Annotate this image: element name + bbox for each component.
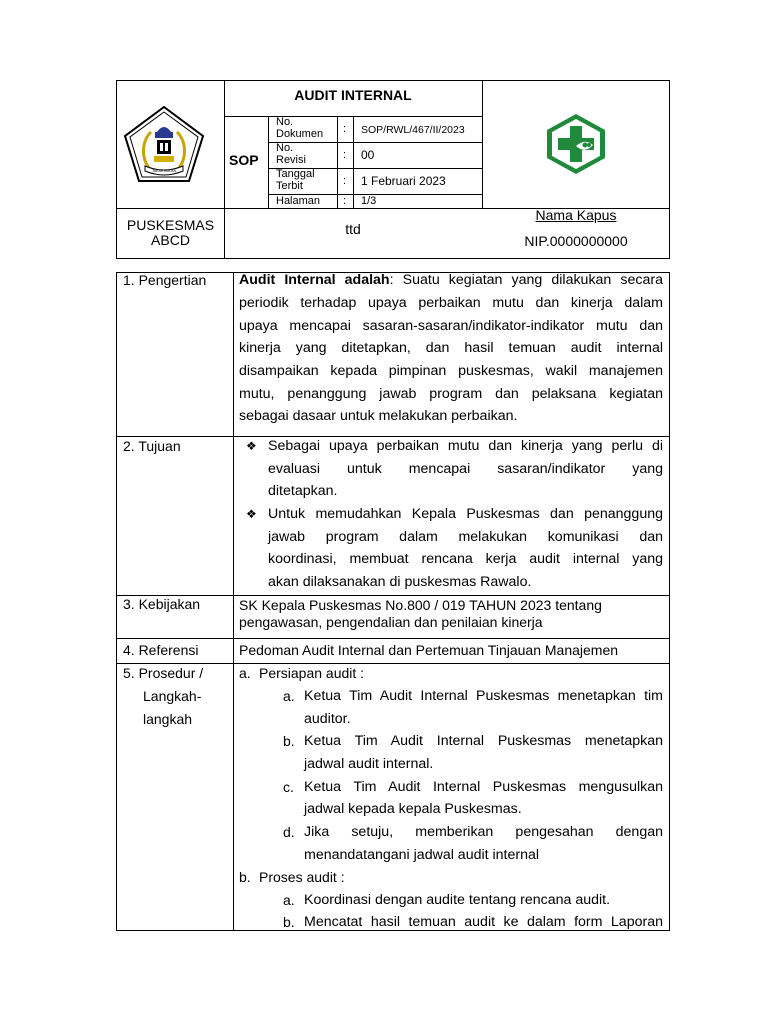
list-item-line: menandatangani jadwal audit internal <box>304 847 540 863</box>
row-label-halaman <box>276 195 320 207</box>
row-label-line: Tanggal <box>276 168 315 180</box>
paragraph-line: akan dilaksanakan di puskesmas Rawalo. <box>268 574 532 590</box>
paragraph-line: sebagai dasaar untuk melakukan perbaikan. <box>239 408 518 424</box>
reference-text: Pedoman Audit Internal dan Pertemuan Tinjauan Manajemen <box>239 642 619 658</box>
diamond-bullet-icon: ❖ <box>246 439 257 453</box>
row-label-line: No. <box>276 142 294 154</box>
diamond-bullet-icon: ❖ <box>246 507 257 521</box>
section-label-line: Langkah- <box>143 688 202 704</box>
paragraph-line: disampaikan kepada pimpinan puskesmas, wakil manajemen <box>239 363 663 379</box>
section-label-line: 5. Prosedur / <box>123 665 204 681</box>
section-label-kebijakan: 3. Kebijakan <box>123 596 201 612</box>
organization-name <box>117 218 224 248</box>
row-colon: : <box>343 149 347 161</box>
regency-logo <box>121 104 207 186</box>
row-colon: : <box>343 175 347 187</box>
list-item-line: Jika setuju, memberikan pengesahan dengan <box>304 824 663 840</box>
paragraph-line: jawab program dalam melakukan komunikasi dan <box>268 529 663 545</box>
policy-line: pengawasan, pengendalian dan penilaian kinerja <box>239 614 543 630</box>
issue-date-value: 1 Februari 2023 <box>361 174 446 188</box>
document-number-value: SOP/RWL/467/II/2023 <box>361 124 465 136</box>
list-marker: b. <box>239 869 251 885</box>
paragraph-line-text: : Suatu kegiatan yang dilakukan secara <box>389 272 663 288</box>
row-label-no-revisi <box>276 142 306 166</box>
section-label-referensi: 4. Referensi <box>123 642 199 658</box>
list-item-line: jadwal kepada kepala Puskesmas. <box>304 801 522 817</box>
subsection-title: Proses audit : <box>259 869 345 885</box>
list-item-line: Ketua Tim Audit Internal Puskesmas menetapkan tim <box>304 688 663 704</box>
paragraph-line <box>239 269 663 292</box>
signature-placeholder: ttd <box>345 221 361 237</box>
policy-line: SK Kepala Puskesmas No.800 / 019 TAHUN 2023 tentang <box>239 597 602 613</box>
row-label-line: Revisi <box>276 154 306 166</box>
puskesmas-logo <box>543 112 609 176</box>
row-label-line: No. <box>276 116 294 128</box>
row-label-line: Terbit <box>276 180 303 192</box>
paragraph-line: Untuk memudahkan Kepala Puskesmas dan penanggung <box>268 506 663 522</box>
list-item-line: Mencatat hasil temuan audit ke dalam form Laporan <box>304 914 663 930</box>
bold-lead: Audit Internal adalah <box>239 272 390 288</box>
paragraph-line: ditetapkan. <box>268 483 338 499</box>
head-name: Nama Kapus <box>535 207 617 223</box>
revision-number-value: 00 <box>361 148 375 162</box>
head-nip: NIP.0000000000 <box>524 233 628 249</box>
list-item-line: auditor. <box>304 711 351 727</box>
list-item-line: Ketua Tim Audit Internal Puskesmas menetapkan <box>304 733 663 749</box>
document-title: AUDIT INTERNAL <box>294 87 412 103</box>
logo-ribbon-text: TAKAR BULAN <box>151 169 177 173</box>
paragraph-line: mutu, penanggung jawab program dan pelaksana kegiatan <box>239 386 663 402</box>
list-marker: d. <box>283 824 295 840</box>
list-marker: a. <box>239 665 251 681</box>
paragraph-line: periodik terhadap upaya perbaikan mutu dan kinerja dalam <box>239 295 663 311</box>
row-label-no-dokumen <box>276 116 323 140</box>
list-item-line: jadwal audit internal. <box>304 756 434 772</box>
paragraph-line: upaya mencapai sasaran-sasaran/indikator-indikator mutu dan <box>239 318 663 334</box>
row-label-line: Dokumen <box>276 128 324 140</box>
list-item-line: Koordinasi dengan audite tentang rencana audit. <box>304 892 611 908</box>
row-colon: : <box>343 123 347 135</box>
paragraph-line: Sebagai upaya perbaikan mutu dan kinerja yang perlu di <box>268 438 663 454</box>
subsection-title: Persiapan audit : <box>259 665 365 681</box>
organization-name-line: PUSKESMAS <box>126 217 215 233</box>
section-label-tujuan: 2. Tujuan <box>123 438 181 454</box>
list-marker: a. <box>283 892 295 908</box>
list-marker: c. <box>283 779 294 795</box>
paragraph-line: kinerja yang ditetapkan, dan hasil temuan audit internal <box>239 340 663 356</box>
page-value: 1/3 <box>361 195 377 207</box>
list-marker: b. <box>283 733 295 749</box>
paragraph-line: evaluasi untuk mencapai sasaran/indikator yang <box>268 461 663 477</box>
row-label-tanggal-terbit <box>276 168 315 192</box>
section-label-pengertian: 1. Pengertian <box>123 272 207 288</box>
list-item-line: Ketua Tim Audit Internal Puskesmas mengusulkan <box>304 779 663 795</box>
list-marker: b. <box>283 914 295 930</box>
paragraph-line: koordinasi, membuat rencana kerja audit internal yang <box>268 551 663 567</box>
sop-label: SOP <box>229 152 259 168</box>
list-marker: a. <box>283 688 295 704</box>
section-label-line: langkah <box>143 711 193 727</box>
row-colon: : <box>343 195 347 207</box>
row-label-line: Halaman <box>276 195 321 207</box>
organization-name-line: ABCD <box>151 232 190 248</box>
